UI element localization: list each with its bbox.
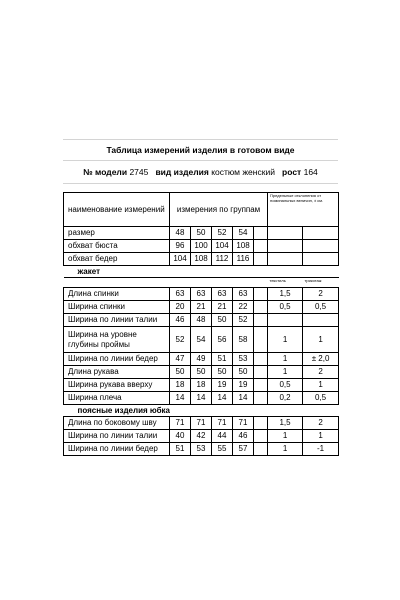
size-value: 57	[233, 443, 254, 456]
size-value: 18	[191, 379, 212, 392]
table-row	[64, 379, 339, 392]
knit-label: трикотаж	[303, 278, 339, 288]
table-row	[64, 430, 339, 443]
size-value: 19	[233, 379, 254, 392]
table-row	[64, 227, 339, 240]
size-value: 56	[212, 327, 233, 353]
empty-cell	[303, 227, 339, 240]
size-value: 63	[170, 288, 191, 301]
model-label: № модели	[83, 167, 128, 177]
table-row	[64, 288, 339, 301]
size-value: 44	[212, 430, 233, 443]
size-value: 71	[191, 417, 212, 430]
empty-cell	[254, 314, 268, 327]
table-row	[64, 327, 339, 353]
size-value: 54	[191, 327, 212, 353]
deviation-knit: ± 2,0	[303, 353, 339, 366]
empty-cell	[254, 417, 268, 430]
row-name: Ширина на уровне глубины проймы	[64, 327, 170, 353]
deviation-textile: 1	[268, 327, 303, 353]
table-row	[64, 353, 339, 366]
empty-cell	[254, 443, 268, 456]
row-name: Длина рукава	[64, 366, 170, 379]
deviation-knit: 1	[303, 430, 339, 443]
size-value: 42	[191, 430, 212, 443]
deviation-knit: 0,5	[303, 301, 339, 314]
size-value: 50	[170, 366, 191, 379]
deviation-knit: 2	[303, 417, 339, 430]
textile-label: текстиль	[268, 278, 303, 288]
header-row	[64, 193, 339, 227]
size-value: 21	[212, 301, 233, 314]
size-value: 53	[233, 353, 254, 366]
row-name: обхват бедер	[64, 253, 170, 266]
size-value: 48	[170, 227, 191, 240]
empty-cell	[254, 327, 268, 353]
table-row	[64, 314, 339, 327]
size-value: 50	[191, 366, 212, 379]
table-row	[64, 417, 339, 430]
header-deviation-label: Предельные отклонения от номинальных величин, ± см.	[268, 193, 339, 227]
size-value: 71	[212, 417, 233, 430]
deviation-textile: 0,5	[268, 301, 303, 314]
table-title: Таблица измерений изделия в готовом виде	[63, 139, 338, 161]
size-value: 63	[233, 288, 254, 301]
row-name: размер	[64, 227, 170, 240]
size-value: 100	[191, 240, 212, 253]
row-name: Ширина по линии талии	[64, 314, 170, 327]
empty-cell	[254, 430, 268, 443]
table-row	[64, 366, 339, 379]
empty-cell	[303, 253, 339, 266]
skirt-section	[64, 405, 339, 417]
size-value: 50	[233, 366, 254, 379]
size-value: 104	[170, 253, 191, 266]
size-value: 63	[212, 288, 233, 301]
section-label: поясные изделия юбка	[64, 405, 339, 417]
table-row	[64, 253, 339, 266]
deviation-knit: 2	[303, 288, 339, 301]
size-value: 14	[233, 392, 254, 405]
row-name: Ширина по линии бедер	[64, 443, 170, 456]
size-value: 112	[212, 253, 233, 266]
size-value: 96	[170, 240, 191, 253]
size-value: 63	[191, 288, 212, 301]
size-value: 108	[233, 240, 254, 253]
empty-cell	[254, 253, 268, 266]
row-name: Ширина рукава вверху	[64, 379, 170, 392]
deviation-knit: 1	[303, 379, 339, 392]
size-value: 18	[170, 379, 191, 392]
empty-cell	[254, 227, 268, 240]
size-value: 48	[191, 314, 212, 327]
height-label: рост	[282, 167, 302, 177]
deviation-knit: -1	[303, 443, 339, 456]
kind-value: костюм женский	[211, 167, 275, 177]
empty-cell	[254, 301, 268, 314]
deviation-textile: 1	[268, 366, 303, 379]
deviation-knit	[303, 314, 339, 327]
size-value: 19	[212, 379, 233, 392]
jacket-section	[64, 266, 339, 278]
size-value: 108	[191, 253, 212, 266]
deviation-textile: 0,2	[268, 392, 303, 405]
deviation-textile: 1	[268, 430, 303, 443]
deviation-textile	[268, 314, 303, 327]
jacket-subheader	[64, 278, 339, 288]
size-value: 50	[212, 314, 233, 327]
kind-label: вид изделия	[155, 167, 209, 177]
table-row	[64, 443, 339, 456]
size-value: 49	[191, 353, 212, 366]
row-name: обхват бюста	[64, 240, 170, 253]
size-value: 14	[170, 392, 191, 405]
size-value: 14	[191, 392, 212, 405]
row-name: Ширина по линии талии	[64, 430, 170, 443]
empty-cell	[268, 240, 303, 253]
size-value: 21	[191, 301, 212, 314]
header-groups-label: измерения по группам	[170, 193, 268, 227]
measurement-document	[63, 139, 338, 456]
row-name: Длина по боковому шву	[64, 417, 170, 430]
section-label: жакет	[64, 266, 339, 278]
row-name: Ширина плеча	[64, 392, 170, 405]
measurement-table	[63, 192, 339, 456]
header-name-label: наименование измерений	[64, 193, 170, 227]
deviation-textile: 1,5	[268, 288, 303, 301]
deviation-textile: 1	[268, 443, 303, 456]
empty-cell	[254, 366, 268, 379]
height-value: 164	[303, 167, 318, 177]
size-value: 46	[170, 314, 191, 327]
empty-cell	[254, 392, 268, 405]
size-value: 40	[170, 430, 191, 443]
size-value: 46	[233, 430, 254, 443]
size-value: 104	[212, 240, 233, 253]
deviation-textile: 1	[268, 353, 303, 366]
size-value: 50	[212, 366, 233, 379]
size-value: 55	[212, 443, 233, 456]
size-value: 22	[233, 301, 254, 314]
table-row	[64, 392, 339, 405]
size-value: 116	[233, 253, 254, 266]
empty-cell	[254, 288, 268, 301]
size-value: 20	[170, 301, 191, 314]
row-name: Длина спинки	[64, 288, 170, 301]
size-value: 53	[191, 443, 212, 456]
empty-cell	[268, 253, 303, 266]
model-info-line	[63, 161, 338, 184]
deviation-textile: 0,5	[268, 379, 303, 392]
deviation-knit: 0,5	[303, 392, 339, 405]
deviation-knit: 2	[303, 366, 339, 379]
size-value: 71	[233, 417, 254, 430]
row-name: Ширина спинки	[64, 301, 170, 314]
empty-cell	[254, 379, 268, 392]
size-value: 51	[212, 353, 233, 366]
deviation-knit: 1	[303, 327, 339, 353]
size-value: 58	[233, 327, 254, 353]
size-value: 54	[233, 227, 254, 240]
model-value: 2745	[129, 167, 149, 177]
size-value: 52	[170, 327, 191, 353]
empty-cell	[303, 240, 339, 253]
table-row	[64, 301, 339, 314]
deviation-textile: 1,5	[268, 417, 303, 430]
size-value: 47	[170, 353, 191, 366]
empty-cell	[254, 240, 268, 253]
empty-cell	[254, 353, 268, 366]
size-value: 52	[233, 314, 254, 327]
row-name: Ширина по линии бедер	[64, 353, 170, 366]
empty-cell	[64, 278, 268, 288]
table-row	[64, 240, 339, 253]
empty-cell	[268, 227, 303, 240]
size-value: 52	[212, 227, 233, 240]
size-value: 71	[170, 417, 191, 430]
size-value: 51	[170, 443, 191, 456]
size-value: 14	[212, 392, 233, 405]
size-value: 50	[191, 227, 212, 240]
